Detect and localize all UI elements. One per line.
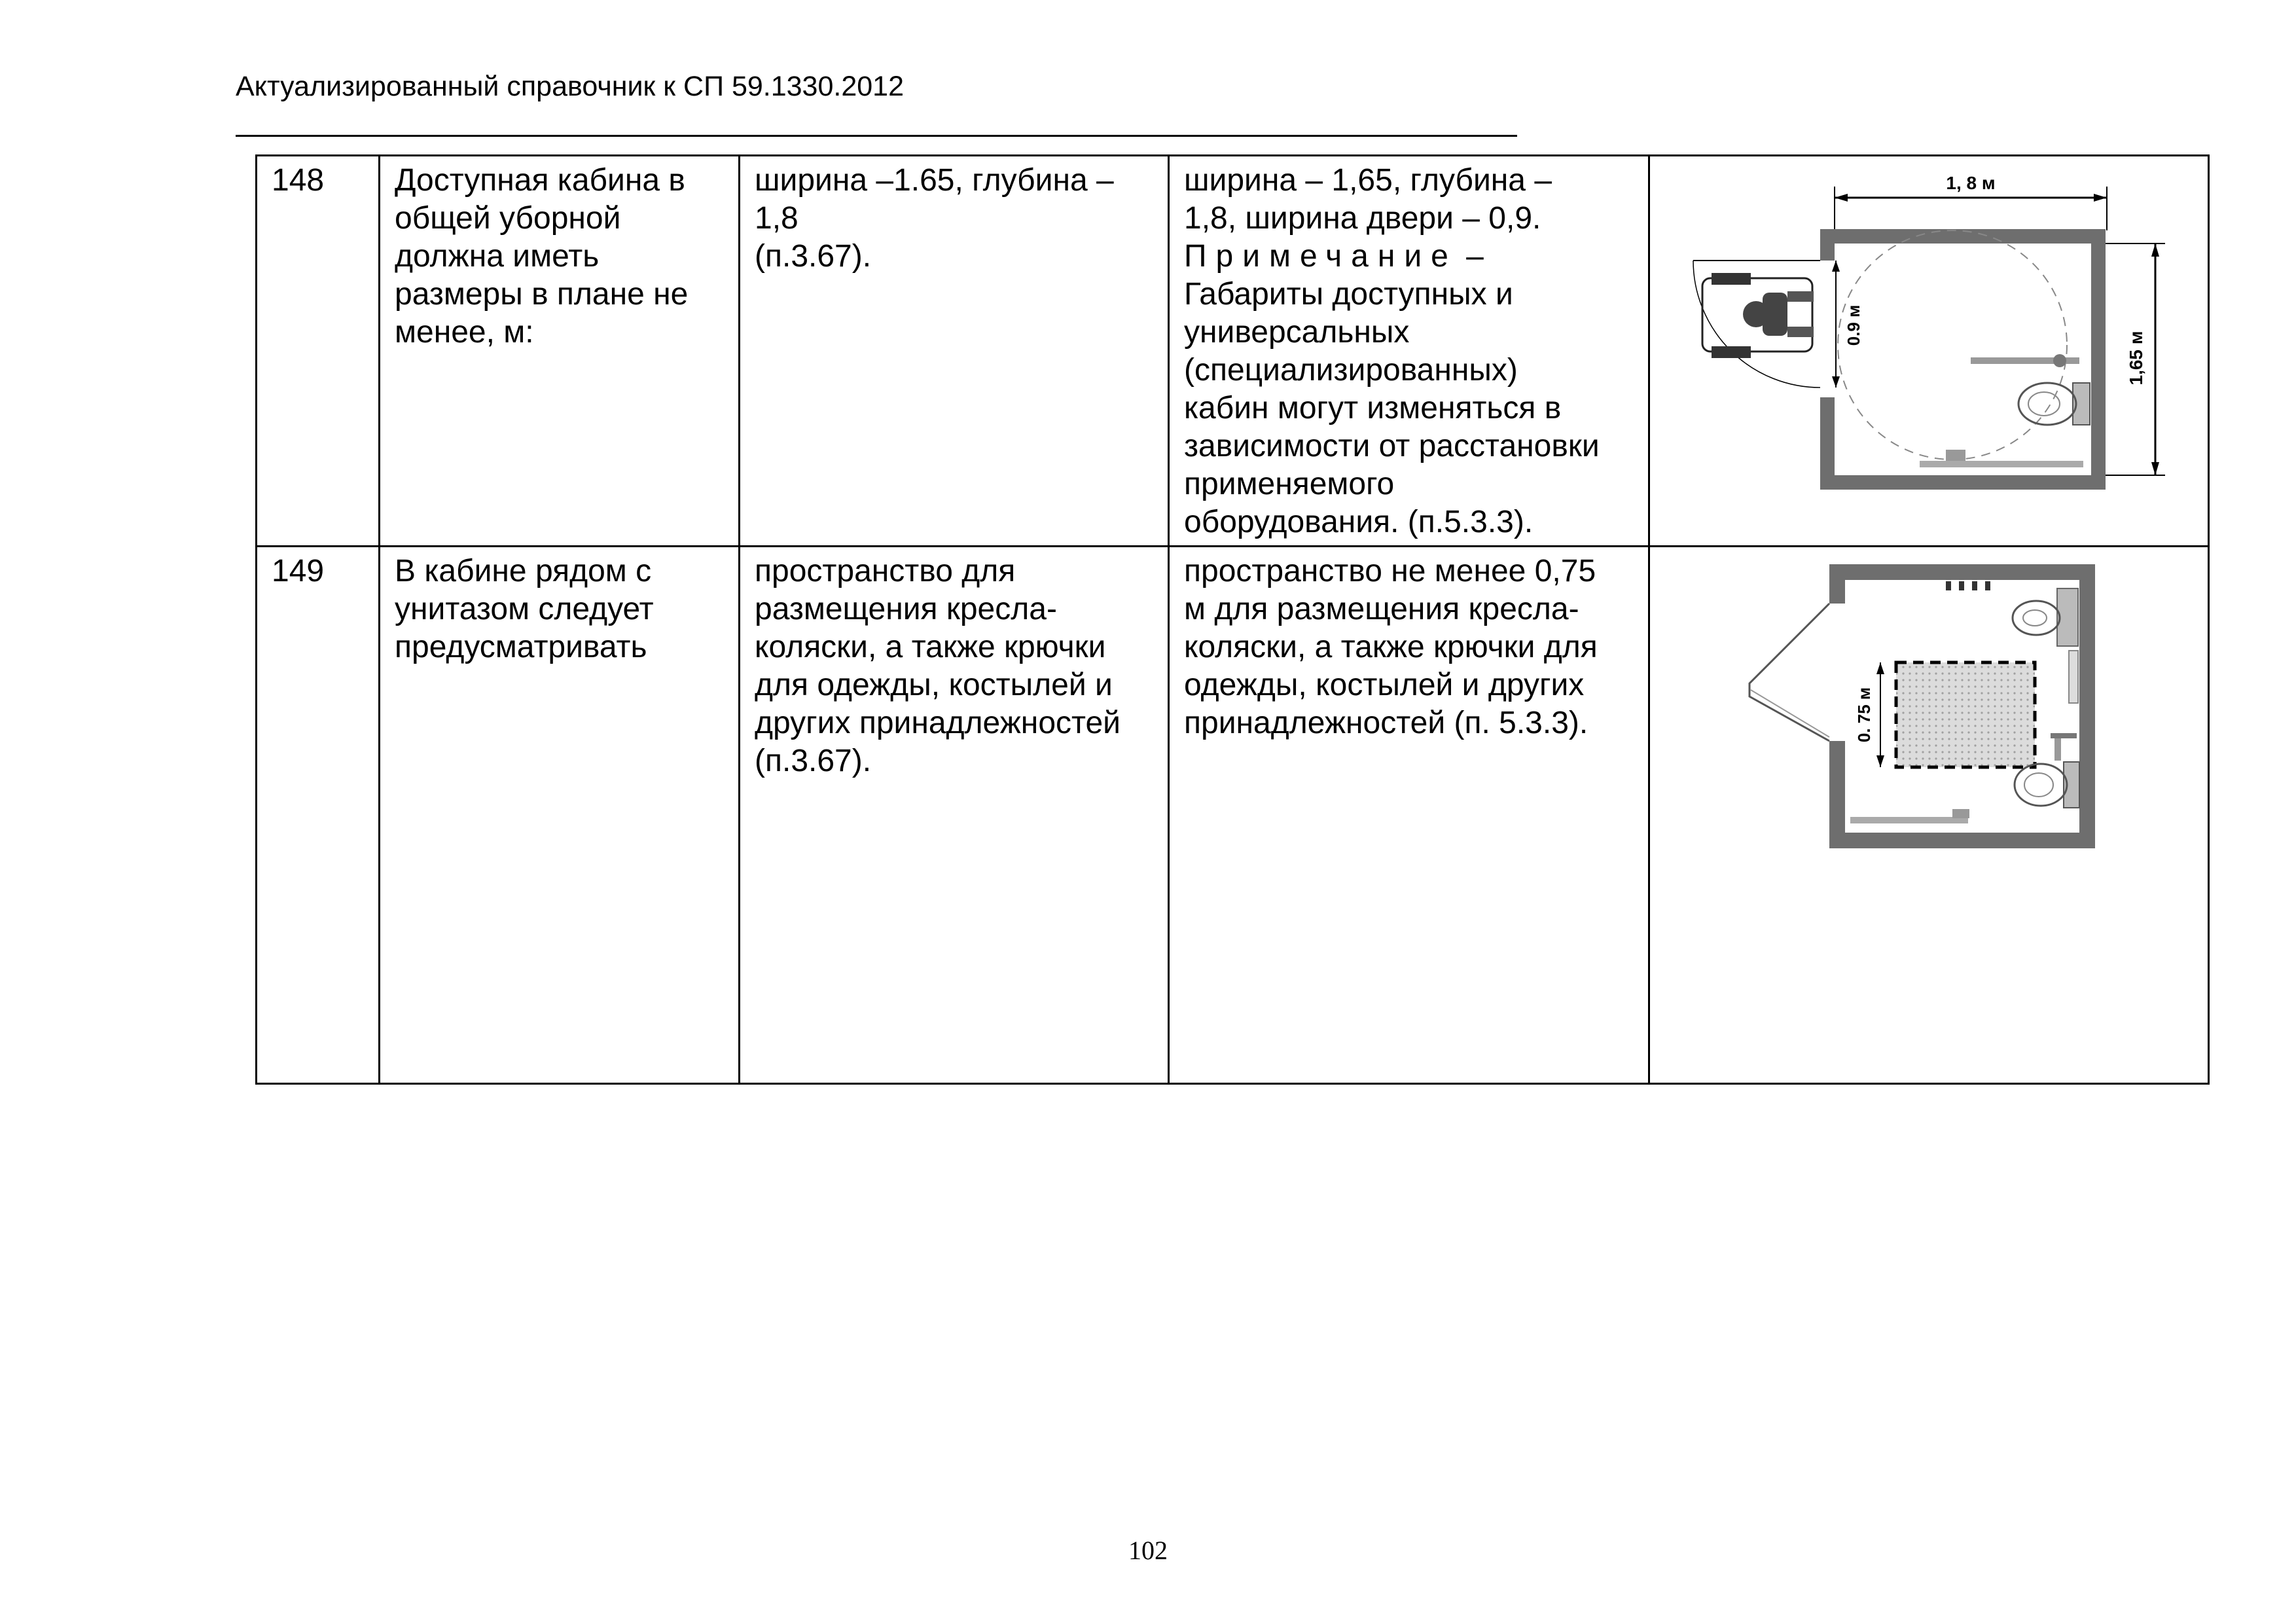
dim-width-label: 1, 8 м: [1946, 173, 1996, 193]
bottom-rail-icon: [1920, 461, 2083, 467]
sp-value-line: других принадлежностей: [755, 706, 1121, 740]
note-text-line: кабин могут изменяться в: [1184, 391, 1562, 425]
requirement-text: Доступная кабина в общей уборной должна иметь размеры в плане не менее, м:: [380, 156, 740, 547]
figure-cell: [1649, 547, 2209, 1084]
cabin-space-figure: [1664, 552, 2193, 1074]
new-value-cell: [1169, 547, 1649, 1084]
new-value-cell: [1169, 156, 1649, 547]
wall-left-lower: [1820, 397, 1835, 490]
sp-value-line: коляски, а также крючки: [755, 630, 1106, 664]
wheelchair-icon: [1702, 273, 1814, 358]
new-value-line: ширина – 1,65, глубина –: [1184, 163, 1552, 198]
note-text-line: применяемого: [1184, 467, 1395, 501]
toilet-icon: [2015, 762, 2079, 808]
sp-value-line: пространство для: [755, 554, 1016, 588]
hooks-icon: [1946, 581, 1990, 590]
sink-icon: [2013, 588, 2078, 646]
dim-space-label: 0. 75 м: [1854, 687, 1874, 743]
sp-value-cell: [740, 156, 1169, 547]
note-label: Примечание: [1184, 239, 1458, 274]
note-text-line: (специализированных): [1184, 353, 1518, 388]
new-value-line: пространство не менее 0,75: [1184, 554, 1596, 588]
header-rule: [236, 135, 1517, 137]
new-value-line: одежды, костылей и других: [1184, 668, 1585, 702]
page-number: 102: [1128, 1536, 1168, 1565]
sp-value-line: (п.3.67).: [755, 239, 872, 274]
sp-value-line: ширина –1.65, глубина –: [755, 163, 1114, 198]
wall-right: [2091, 229, 2106, 490]
new-value-line: принадлежностей (п. 5.3.3).: [1184, 706, 1588, 740]
wall-top: [1829, 564, 2095, 580]
toilet-icon: [2018, 383, 2090, 425]
table-row: [257, 547, 2209, 1084]
door-leaf-icon: [1749, 604, 1829, 741]
wall-left-upper: [1829, 564, 1845, 604]
table-row: [257, 156, 2209, 547]
wall-left-upper: [1820, 229, 1835, 261]
wall-right: [2079, 564, 2095, 848]
note-text-line: оборудования. (п.5.3.3).: [1184, 505, 1534, 539]
bottom-rail-icon: [1850, 817, 1968, 823]
sp-value-line: 1,8: [755, 201, 798, 236]
sp-value-cell: [740, 547, 1169, 1084]
wall-bottom: [1829, 833, 2095, 848]
sp-value-line: для одежды, костылей и: [755, 668, 1113, 702]
sp-value-line: размещения кресла-: [755, 592, 1057, 626]
note-line: [1184, 238, 1634, 276]
figure-cell: [1649, 156, 2209, 547]
note-dash: –: [1466, 239, 1484, 274]
wheelchair-space-area: [1896, 662, 2035, 767]
new-value-line: 1,8, ширина двери – 0,9.: [1184, 201, 1541, 236]
sp-value-line: (п.3.67).: [755, 744, 872, 778]
requirement-text: В кабине рядом с унитазом следует предусматривать: [380, 547, 740, 1084]
note-text-line: зависимости от расстановки: [1184, 429, 1600, 463]
note-text-line: универсальных: [1184, 315, 1410, 350]
row-number: 149: [257, 547, 380, 1084]
row-number: 148: [257, 156, 380, 547]
running-header: Актуализированный справочник к СП 59.1330.2012: [236, 71, 904, 102]
dim-door-label: 0.9 м: [1844, 304, 1863, 346]
note-text-line: Габариты доступных и: [1184, 277, 1513, 312]
new-value-line: м для размещения кресла-: [1184, 592, 1579, 626]
new-value-line: коляски, а также крючки для: [1184, 630, 1598, 664]
turning-circle-icon: [1838, 230, 2067, 460]
dim-height-label: 1,65 м: [2126, 331, 2146, 386]
wall-bottom: [1820, 475, 2106, 490]
cabin-plan-figure: [1664, 162, 2193, 536]
wall-left-lower: [1829, 741, 1845, 848]
requirements-table: [255, 154, 2210, 1085]
